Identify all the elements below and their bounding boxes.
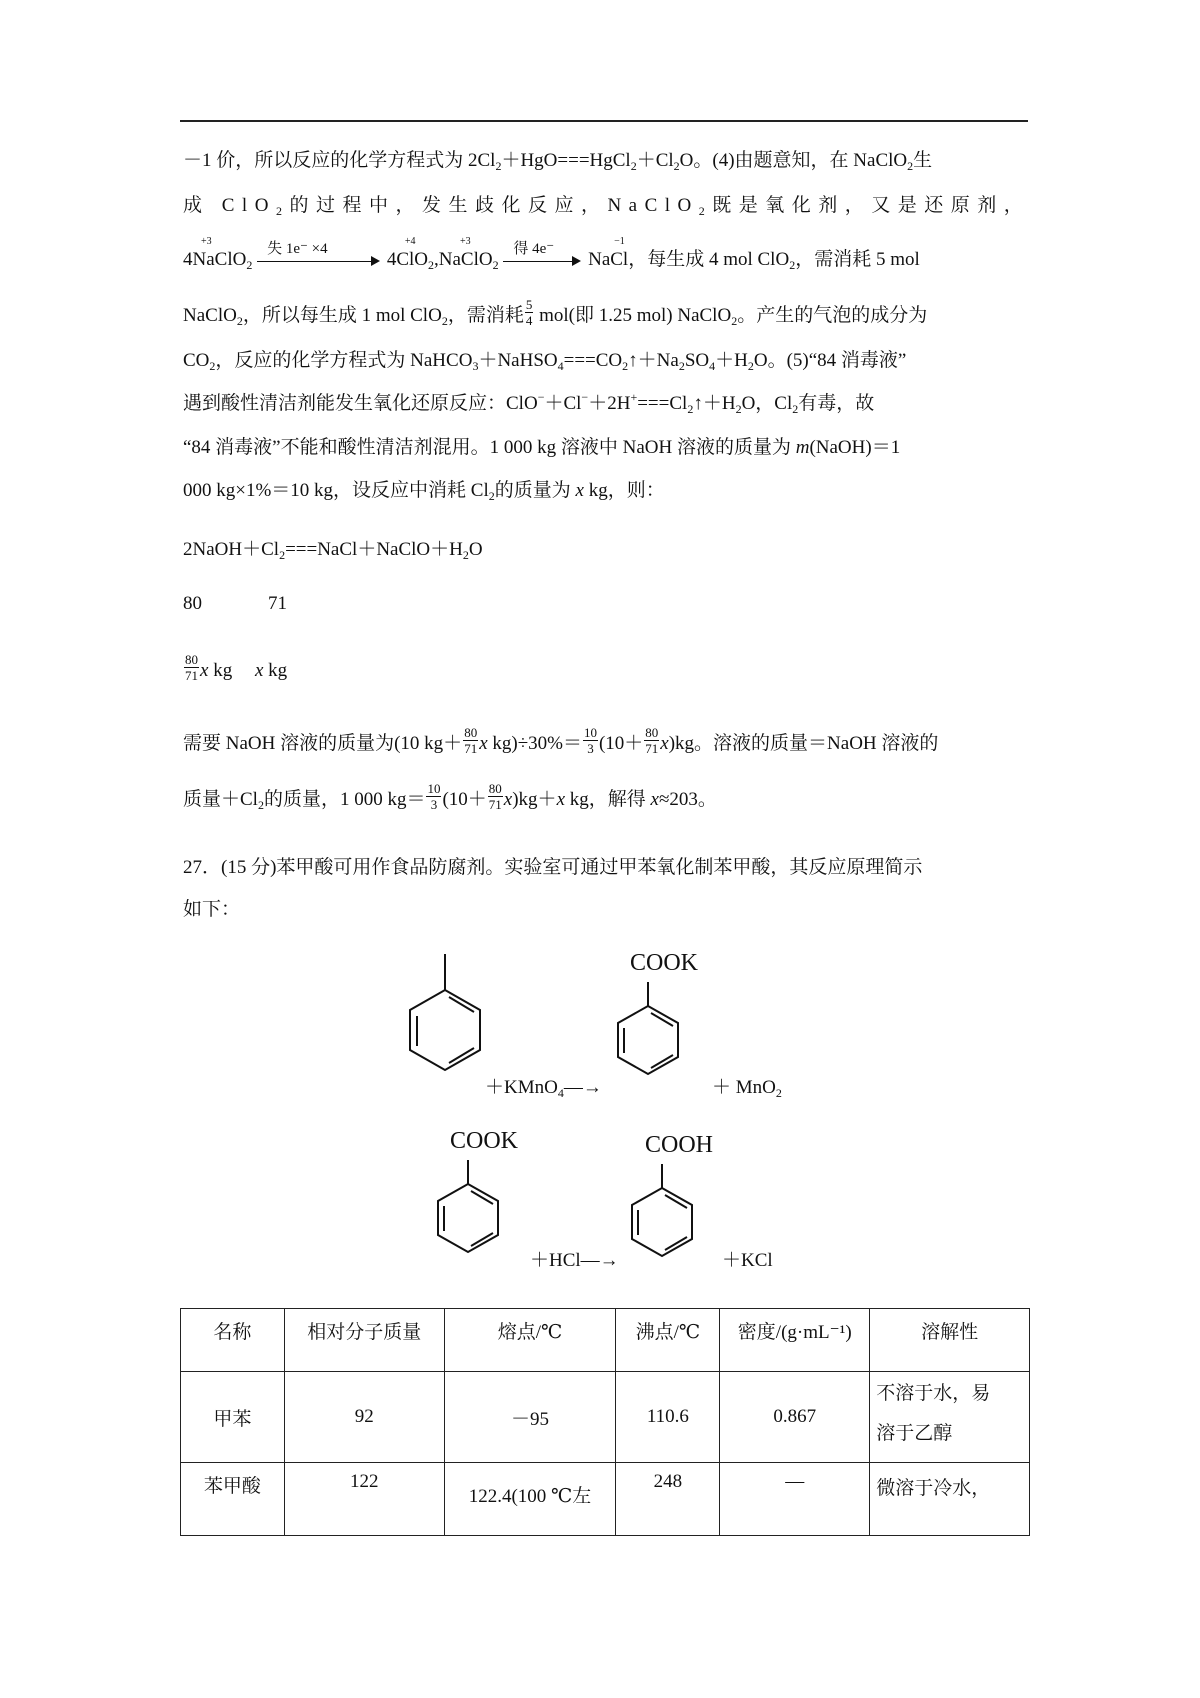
- byproduct-mno2: ＋ MnO$_2$: [712, 1077, 782, 1100]
- text-line-7: “84 消毒液”不能和酸性清洁剂混用。1 000 kg 溶液中 NaOH 溶液的质量为 m(NaOH)＝1: [183, 437, 901, 458]
- reagent-hcl: ＋HCl—→: [530, 1250, 619, 1271]
- table-cell-solubility: 不溶于水，易 溶于乙醇: [870, 1372, 1030, 1463]
- product-nacl: −1 NaCl: [588, 236, 629, 270]
- question-27-line-1: 27．(15 分)苯甲酸可用作食品防腐剂。实验室可通过甲苯氧化制苯甲酸，其反应原理简示: [183, 857, 923, 878]
- product-group-cook-1: COOK: [630, 950, 699, 976]
- table-header-cell: 名称: [181, 1309, 285, 1372]
- table-header-row: [181, 1309, 1030, 1372]
- table-cell: —: [720, 1463, 870, 1536]
- table-cell-solubility: 微溶于冷水，: [870, 1463, 1030, 1536]
- byproduct-kcl: ＋KCl: [722, 1250, 773, 1271]
- text-line-5: $CO_2$，反应的化学方程式为 $NaHCO_3+NaHSO_4===CO_2↑+Na_2SO_4+H_2O$。(5)“84 消毒液”: [183, 350, 907, 373]
- redox-equation-line: +3 4NaClO$_2$ 失 1e⁻ ×4 +4 4ClO$_2$ +3 ,NaClO$_2$ 得 4e⁻ −1 NaCl，每生成 4 mol ClO$_2$，需消耗 5 mol: [183, 236, 920, 272]
- table-cell: 122.4(100 ℃左: [444, 1463, 616, 1536]
- reactant-naclo2-b: +3 ,NaClO$_2$: [434, 236, 499, 272]
- text-line-10: 质量$+Cl_2$的质量，1 000 kg＝ $\frac{10}{3}$ (10＋ $\frac{80}{71}$ x)kg＋x kg，解得 x≈203。: [183, 781, 717, 813]
- table-cell: 甲苯: [181, 1372, 285, 1463]
- toluene-structure: [400, 950, 490, 1090]
- product-group-cooh: COOH: [645, 1132, 714, 1158]
- mass-ratio-line: $\frac{80}{71}$ x kg x kg: [185, 652, 288, 683]
- reagent-kmno4: ＋KMnO$_4$—→: [485, 1077, 602, 1100]
- table-header-cell: 密度/(g·mL⁻¹): [720, 1309, 870, 1372]
- table-cell: 110.6: [616, 1372, 720, 1463]
- fraction-80-71: $\frac{80}{71}$: [185, 652, 198, 683]
- table-cell: 248: [616, 1463, 720, 1536]
- table-header-cell: 沸点/℃: [616, 1309, 720, 1372]
- table-header-cell: 熔点/℃: [444, 1309, 616, 1372]
- table-cell: 122: [284, 1463, 444, 1536]
- question-27-line-2: 如下：: [183, 899, 241, 920]
- table-cell: －95: [444, 1372, 616, 1463]
- text-line-4: NaClO$_2$，所以每生成 1 mol ClO$_2$，需消耗 $\frac{5}{4}$ mol(即 1.25 mol) NaClO$_2$。产生的气泡的成分为: [183, 297, 928, 329]
- product-clo2: +4 4ClO$_2$: [386, 236, 435, 272]
- molar-mass-71: 71: [268, 593, 287, 614]
- arrow-gain-electrons: 得 4e⁻: [503, 251, 583, 271]
- text-line-6: 遇到酸性清洁剂能发生氧化还原反应：$ClO^-+Cl^-+2H^+===Cl_2↑+H_2O$，$Cl_2$有毒，故: [183, 390, 875, 416]
- fraction-5-4: $\frac{5}{4}$: [525, 297, 533, 329]
- table-cell: 92: [284, 1372, 444, 1463]
- molar-mass-80: 80: [183, 593, 202, 614]
- table-cell: 0.867: [720, 1372, 870, 1463]
- benzoic-acid-structure: [622, 1162, 702, 1282]
- reactant-group-cook-2: COOK: [450, 1128, 519, 1154]
- table-row: [181, 1463, 1030, 1536]
- text-line-8: 000 kg×1%＝10 kg，设反应中消耗 $Cl_2$的质量为 x kg，则：: [183, 480, 665, 503]
- potassium-benzoate-structure-2: [428, 1158, 508, 1278]
- table-row: [181, 1372, 1030, 1463]
- neutralization-equation: $2NaOH+Cl_2===NaCl+NaClO+H_2O$: [183, 539, 483, 562]
- top-rule: [180, 120, 1028, 122]
- text-line-2: 成 ClO$_2$的过程中，发生歧化反应，NaClO$_2$既是氧化剂，又是还原剂，: [183, 195, 1031, 218]
- text-line-9: 需要 NaOH 溶液的质量为(10 kg＋ $\frac{80}{71}$ x kg)÷30%＝ $\frac{10}{3}$ (10＋ $\frac{80}{71}$ x)kg。溶液的质量＝NaOH 溶液的: [183, 725, 939, 757]
- table-cell: 苯甲酸: [181, 1463, 285, 1536]
- table-header-cell: 相对分子质量: [284, 1309, 444, 1372]
- text-line-1: －1 价，所以反应的化学方程式为 $2Cl_2+HgO===HgCl_2+Cl_2O$。(4)由题意知，在 NaClO$_2$生: [183, 150, 933, 173]
- table-header-cell: 溶解性: [870, 1309, 1030, 1372]
- arrow-lose-electrons: 失 1e⁻ ×4: [257, 251, 382, 271]
- potassium-benzoate-structure-1: [608, 980, 688, 1100]
- properties-table: [180, 1308, 1030, 1536]
- reactant-naclo2-a: +3 4NaClO$_2$: [183, 236, 253, 272]
